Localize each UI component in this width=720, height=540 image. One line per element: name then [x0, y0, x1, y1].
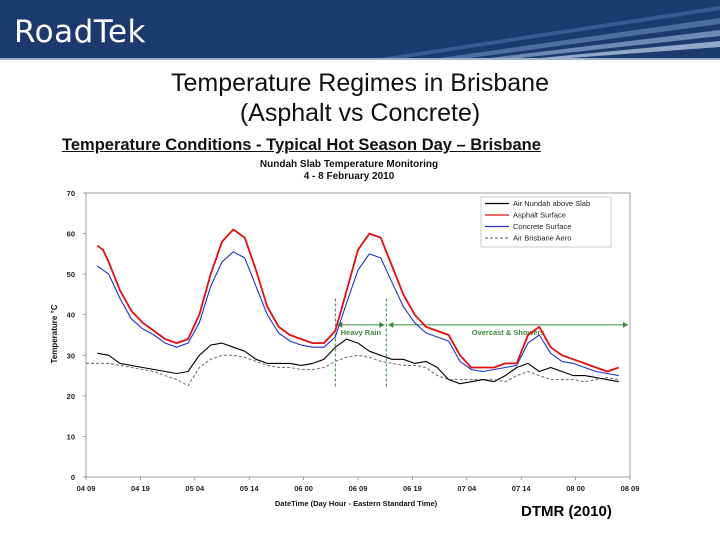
y-tick-label: 0 [70, 473, 75, 482]
x-tick-label: 08 00 [566, 484, 585, 493]
source-credit: DTMR (2010) [521, 503, 612, 520]
y-tick-label: 70 [66, 189, 75, 198]
y-tick-label: 20 [66, 391, 75, 401]
x-tick-label: 04 09 [76, 484, 96, 493]
legend-label: Asphalt Surface [513, 210, 566, 220]
y-tick-label: 60 [66, 229, 75, 239]
y-tick-label: 10 [66, 432, 75, 442]
x-tick-label: 05 14 [239, 484, 259, 493]
annotation-label: Heavy Rain [340, 327, 382, 337]
slide-subtitle: Temperature Conditions - Typical Hot Season Day – Brisbane [62, 136, 541, 154]
slide-title-line-1: Temperature Regimes in Brisbane [171, 69, 549, 97]
x-tick-label: 07 04 [457, 484, 477, 493]
legend-label: Air Nundah above Slab [513, 199, 591, 208]
y-tick-label: 30 [66, 351, 75, 361]
y-axis-label: Temperature °C [50, 304, 59, 364]
legend-label: Concrete Surface [513, 222, 572, 231]
x-tick-label: 04 19 [131, 484, 150, 493]
y-tick-label: 40 [66, 310, 75, 320]
x-tick-label: 06 19 [403, 484, 422, 493]
x-tick-label: 08 09 [620, 484, 640, 493]
series-line [97, 339, 618, 384]
chart-title: Nundah Slab Temperature Monitoring [259, 159, 439, 170]
series-layer [86, 230, 619, 386]
x-tick-label: 05 04 [185, 484, 205, 493]
annotation-arrow-left [388, 322, 393, 328]
annotation-layer [335, 298, 628, 387]
chart-legend [481, 197, 611, 247]
y-axis [67, 189, 86, 482]
x-axis [77, 477, 640, 493]
legend-label: Air Brisbane Aero [513, 233, 572, 243]
x-tick-label: 06 09 [348, 484, 368, 493]
x-tick-label: 06 00 [294, 484, 313, 493]
annotation-arrow-right [623, 322, 628, 328]
x-tick-label: 07 14 [511, 484, 531, 493]
slide-title-line-2: (Asphalt vs Concrete) [239, 99, 481, 127]
annotation-label: Overcast & Showers [471, 327, 545, 337]
roadtek-logo: RoadTek [14, 14, 146, 50]
x-axis-label: DateTime (Day Hour - Eastern Standard Time) [274, 499, 438, 508]
series-line [97, 230, 618, 372]
chart-subtitle: 4 - 8 February 2010 [303, 171, 395, 182]
y-tick-label: 50 [66, 270, 75, 280]
series-line [97, 252, 618, 376]
